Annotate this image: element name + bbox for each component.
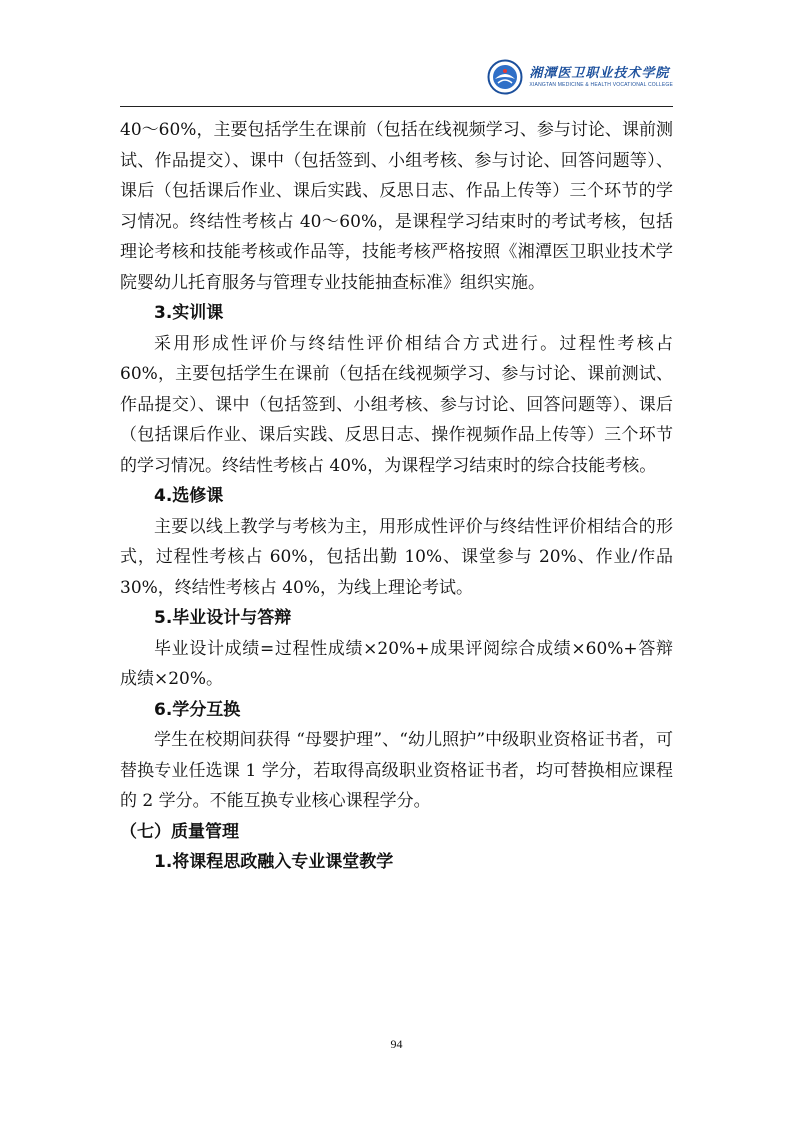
header-divider	[120, 106, 673, 107]
college-logo	[487, 59, 673, 95]
document-body	[120, 115, 673, 878]
paragraph-practical-course: 采用形成性评价与终结性评价相结合方式进行。过程性考核占 60%，主要包括学生在课前（包括在线视频学习、参与讨论、课前测试、作品提交）、课中（包括签到、小组考核、参与讨论、回答问题等）、课后（包括课后作业、课后实践、反思日志、操作视频作品上传等）三个环节的学习情况。终结性考核占 40%，为课程学习结束时的综合技能考核。	[120, 333, 673, 476]
college-name-en: XIANGTAN MEDICINE & HEALTH VOCATIONAL COLLEGE	[529, 81, 673, 88]
heading-ideological-integration: 1.将课程思政融入专业课堂教学	[154, 852, 394, 872]
college-emblem-icon	[487, 59, 523, 95]
college-name-cn: 湘潭医卫职业技术学院	[529, 65, 670, 81]
heading-credit-exchange: 6.学分互换	[154, 699, 241, 720]
heading-elective-course: 4.选修课	[154, 486, 224, 506]
paragraph-graduation-design: 毕业设计成绩=过程性成绩×20%+成果评阅综合成绩×60%+答辩成绩×20%。	[120, 638, 673, 689]
paragraph-assessment-continued: 40～60%，主要包括学生在课前（包括在线视频学习、参与讨论、课前测试、作品提交）、课中（包括签到、小组考核、参与讨论、回答问题等）、课后（包括课后作业、课后实践、反思日志、作品上传等）三个环节的学习情况。终结性考核占 40～60%，是课程学习结束时的考试考核，包括理论考核和技能考核或作品等，技能考核严格按照《湘潭医卫职业技术学院婴幼儿托育服务与管理专业技能抽查标准》组织实施。	[120, 120, 673, 293]
paragraph-elective-course: 主要以线上教学与考核为主，用形成性评价与终结性评价相结合的形式，过程性考核占 60%，包括出勤 10%、课堂参与 20%、作业/作品 30%，终结性考核占 40%，为线上理论考试。	[120, 516, 673, 598]
paragraph-credit-exchange: 学生在校期间获得 “母婴护理”、“幼儿照护”中级职业资格证书者，可替换专业任选课 1 学分，若取得高级职业资格证书者，均可替换相应课程的 2 学分。不能互换专业核心课程学分。	[120, 730, 673, 811]
page-header	[120, 55, 673, 107]
heading-quality-management: （七）质量管理	[120, 821, 239, 842]
page-number: 94	[390, 1037, 403, 1051]
heading-practical-course: 3.实训课	[154, 303, 224, 323]
heading-graduation-design: 5.毕业设计与答辩	[154, 608, 292, 628]
